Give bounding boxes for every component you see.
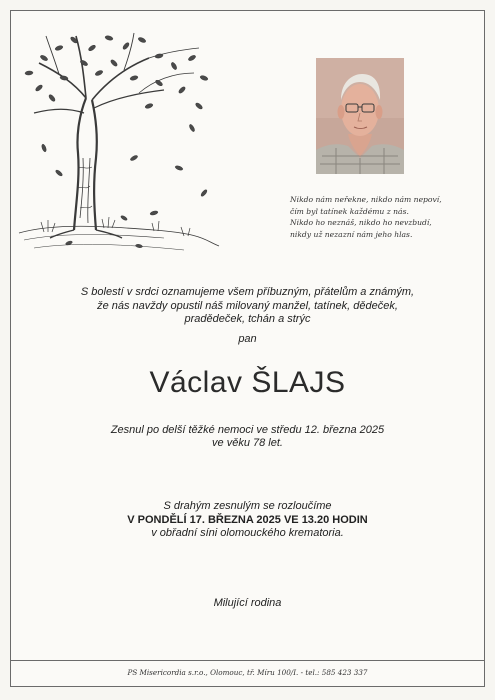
poem-line: čím byl tatínek každému z nás. xyxy=(290,206,409,216)
deceased-name: Václav ŠLAJS xyxy=(149,366,346,399)
announcement-text xyxy=(40,286,455,327)
funeral-info xyxy=(60,500,435,541)
footer-divider xyxy=(10,660,485,661)
title-word: pan xyxy=(238,333,257,345)
footer-text: PS Misericordia s.r.o., Olomouc, tř. Míru 100/I. - tel.: 585 423 337 xyxy=(127,668,368,677)
family-signature: Milující rodina xyxy=(213,597,282,609)
death-info xyxy=(60,424,435,450)
tree-illustration xyxy=(14,18,224,258)
poem-line: Nikdo nám neřekne, nikdo nám nepoví, xyxy=(290,195,442,204)
death-info-line: ve věku 78 let. xyxy=(212,437,283,449)
funeral-intro: S drahým zesnulým se rozloučíme xyxy=(163,500,332,512)
announcement-line: S bolestí v srdci oznamujeme všem příbuzným, přátelům a známým, xyxy=(80,286,415,298)
announcement-line: pradědeček, tchán a strýc xyxy=(184,313,311,325)
poem-line: nikdy už nezazní nám jeho hlas. xyxy=(290,229,413,239)
death-info-line: Zesnul po delší těžké nemoci ve středu 12. března 2025 xyxy=(110,424,385,436)
deceased-portrait xyxy=(316,58,404,174)
funeral-place: v obřadní síni olomouckého krematoria. xyxy=(151,527,344,539)
memorial-poem xyxy=(290,194,470,240)
funeral-datetime: V PONDĚLÍ 17. BŘEZNA 2025 VE 13.20 HODIN xyxy=(127,513,368,526)
poem-line: Nikdo ho neznáš, nikdo ho nevzbudí, xyxy=(290,218,432,227)
announcement-line: že nás navždy opustil náš milovaný manžel, tatínek, dědeček, xyxy=(97,299,398,312)
